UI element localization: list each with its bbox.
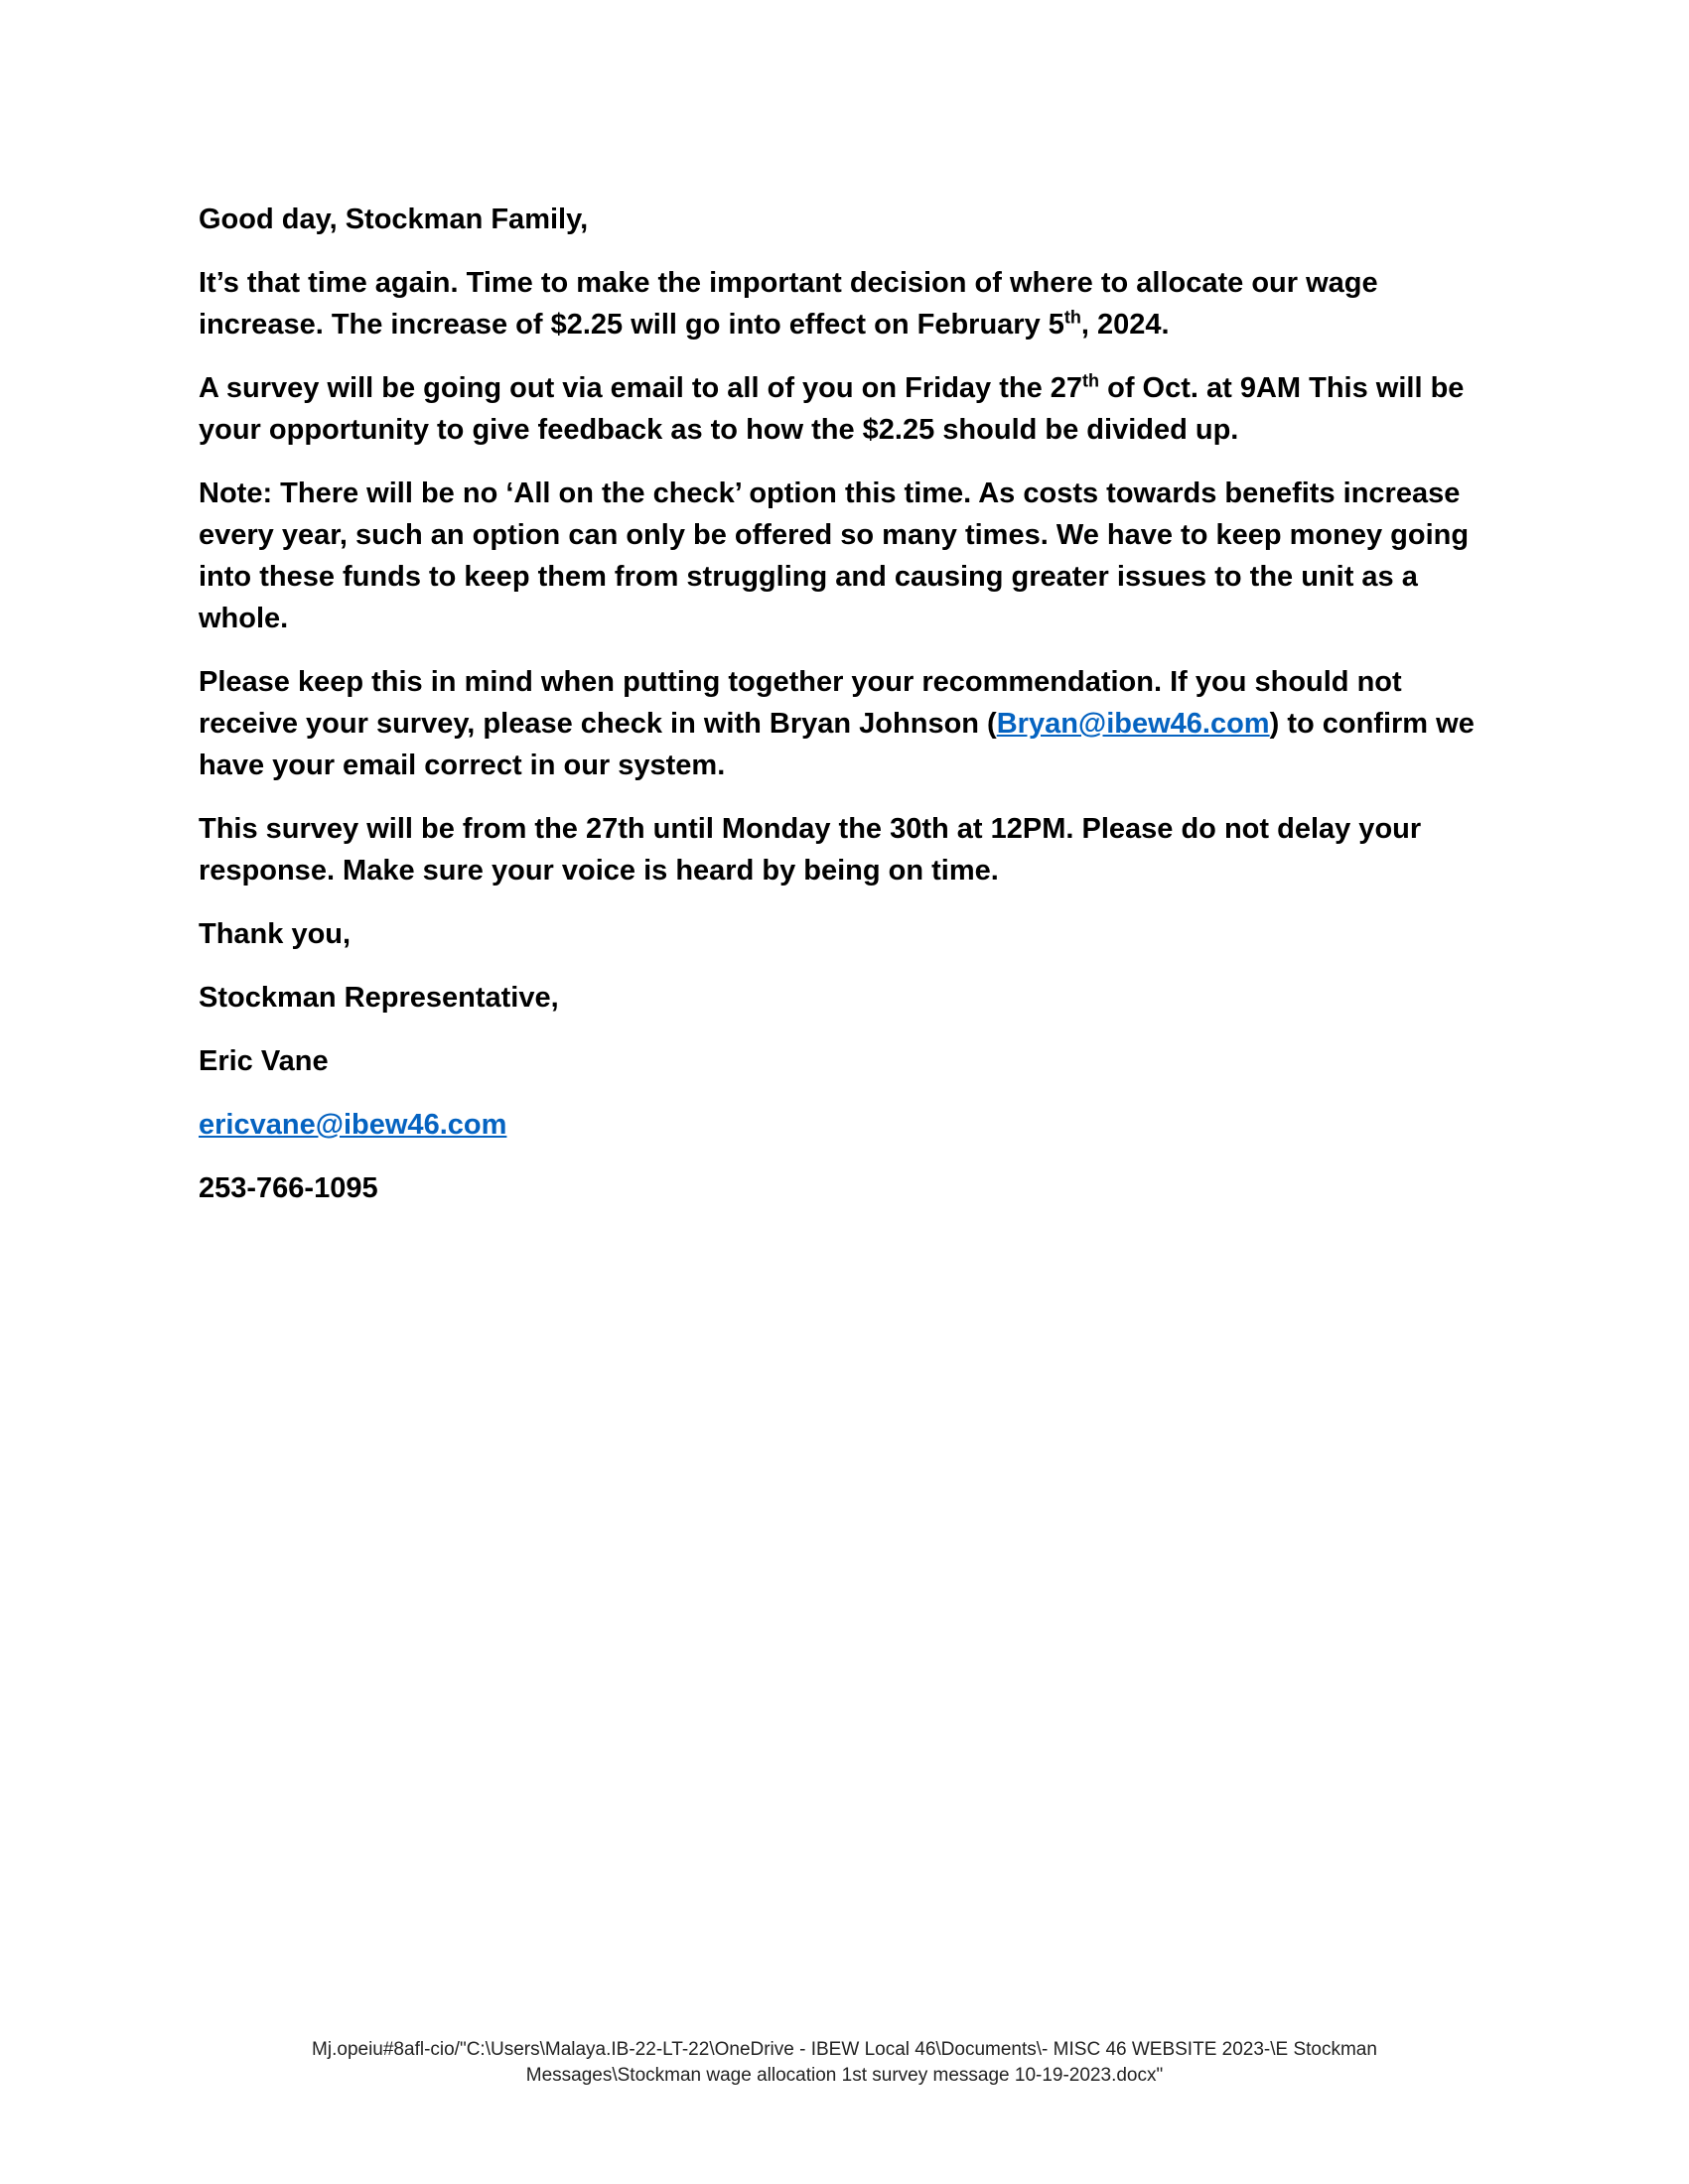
greeting: Good day, Stockman Family, [199, 204, 589, 235]
paragraph-wage-increase [199, 262, 1489, 345]
paragraph-contact [199, 661, 1489, 786]
bryan-email-link[interactable]: Bryan@ibew46.com [996, 708, 1270, 740]
footer-path-line-1: Mj.opeiu#8afl-cio/"C:\Users\Malaya.IB-22-LT-22\OneDrive - IBEW Local 46\Documents\- MISC 46 WEBSITE 2023-\E Stockman [312, 2039, 1377, 2060]
signature-email-paragraph [199, 1104, 1489, 1146]
paragraph-survey-window: This survey will be from the 27th until Monday the 30th at 12PM. Please do not delay your response. Make sure your voice is heard by being on time. [199, 813, 1422, 887]
footer-path-line-2: Messages\Stockman wage allocation 1st survey message 10-19-2023.docx" [525, 2065, 1164, 2086]
signature-title: Stockman Representative, [199, 982, 559, 1014]
document-footer [149, 2037, 1540, 2089]
ordinal-suffix: th [1063, 307, 1081, 328]
closing: Thank you, [199, 918, 352, 950]
paragraph-survey-date-text: A survey will be going out via email to all of you on Friday the 27 [199, 372, 1083, 404]
signature-name: Eric Vane [199, 1045, 329, 1077]
eric-email-link[interactable]: ericvane@ibew46.com [199, 1109, 507, 1141]
paragraph-wage-increase-text: It’s that time again. Time to make the important decision of where to allocate our wage increase. The increase of $2.25 will go into effect on February 5 [199, 267, 1378, 341]
paragraph-contact-text: Please keep this in mind when putting together your recommendation. If you should not receive your survey, please check in with Bryan Johnson ( [199, 666, 1402, 740]
paragraph-note: Note: There will be no ‘All on the check’ option this time. As costs towards benefits increase every year, such an option can only be offered so many times. We have to keep money going into these funds to keep them from struggling and causing greater issues to the unit as a whole. [199, 478, 1470, 634]
ordinal-suffix: th [1082, 370, 1100, 391]
signature-phone: 253-766-1095 [199, 1172, 378, 1204]
paragraph-survey-date [199, 367, 1489, 451]
letter-body [199, 199, 1489, 1231]
paragraph-survey-date-end: of Oct. at 9AM This will be your opportunity to give feedback as to how the $2.25 should be divided up. [199, 372, 1465, 446]
paragraph-wage-increase-end: , 2024. [1080, 309, 1170, 341]
paragraph-contact-end: ) to confirm we have your email correct in our system. [199, 708, 1475, 781]
